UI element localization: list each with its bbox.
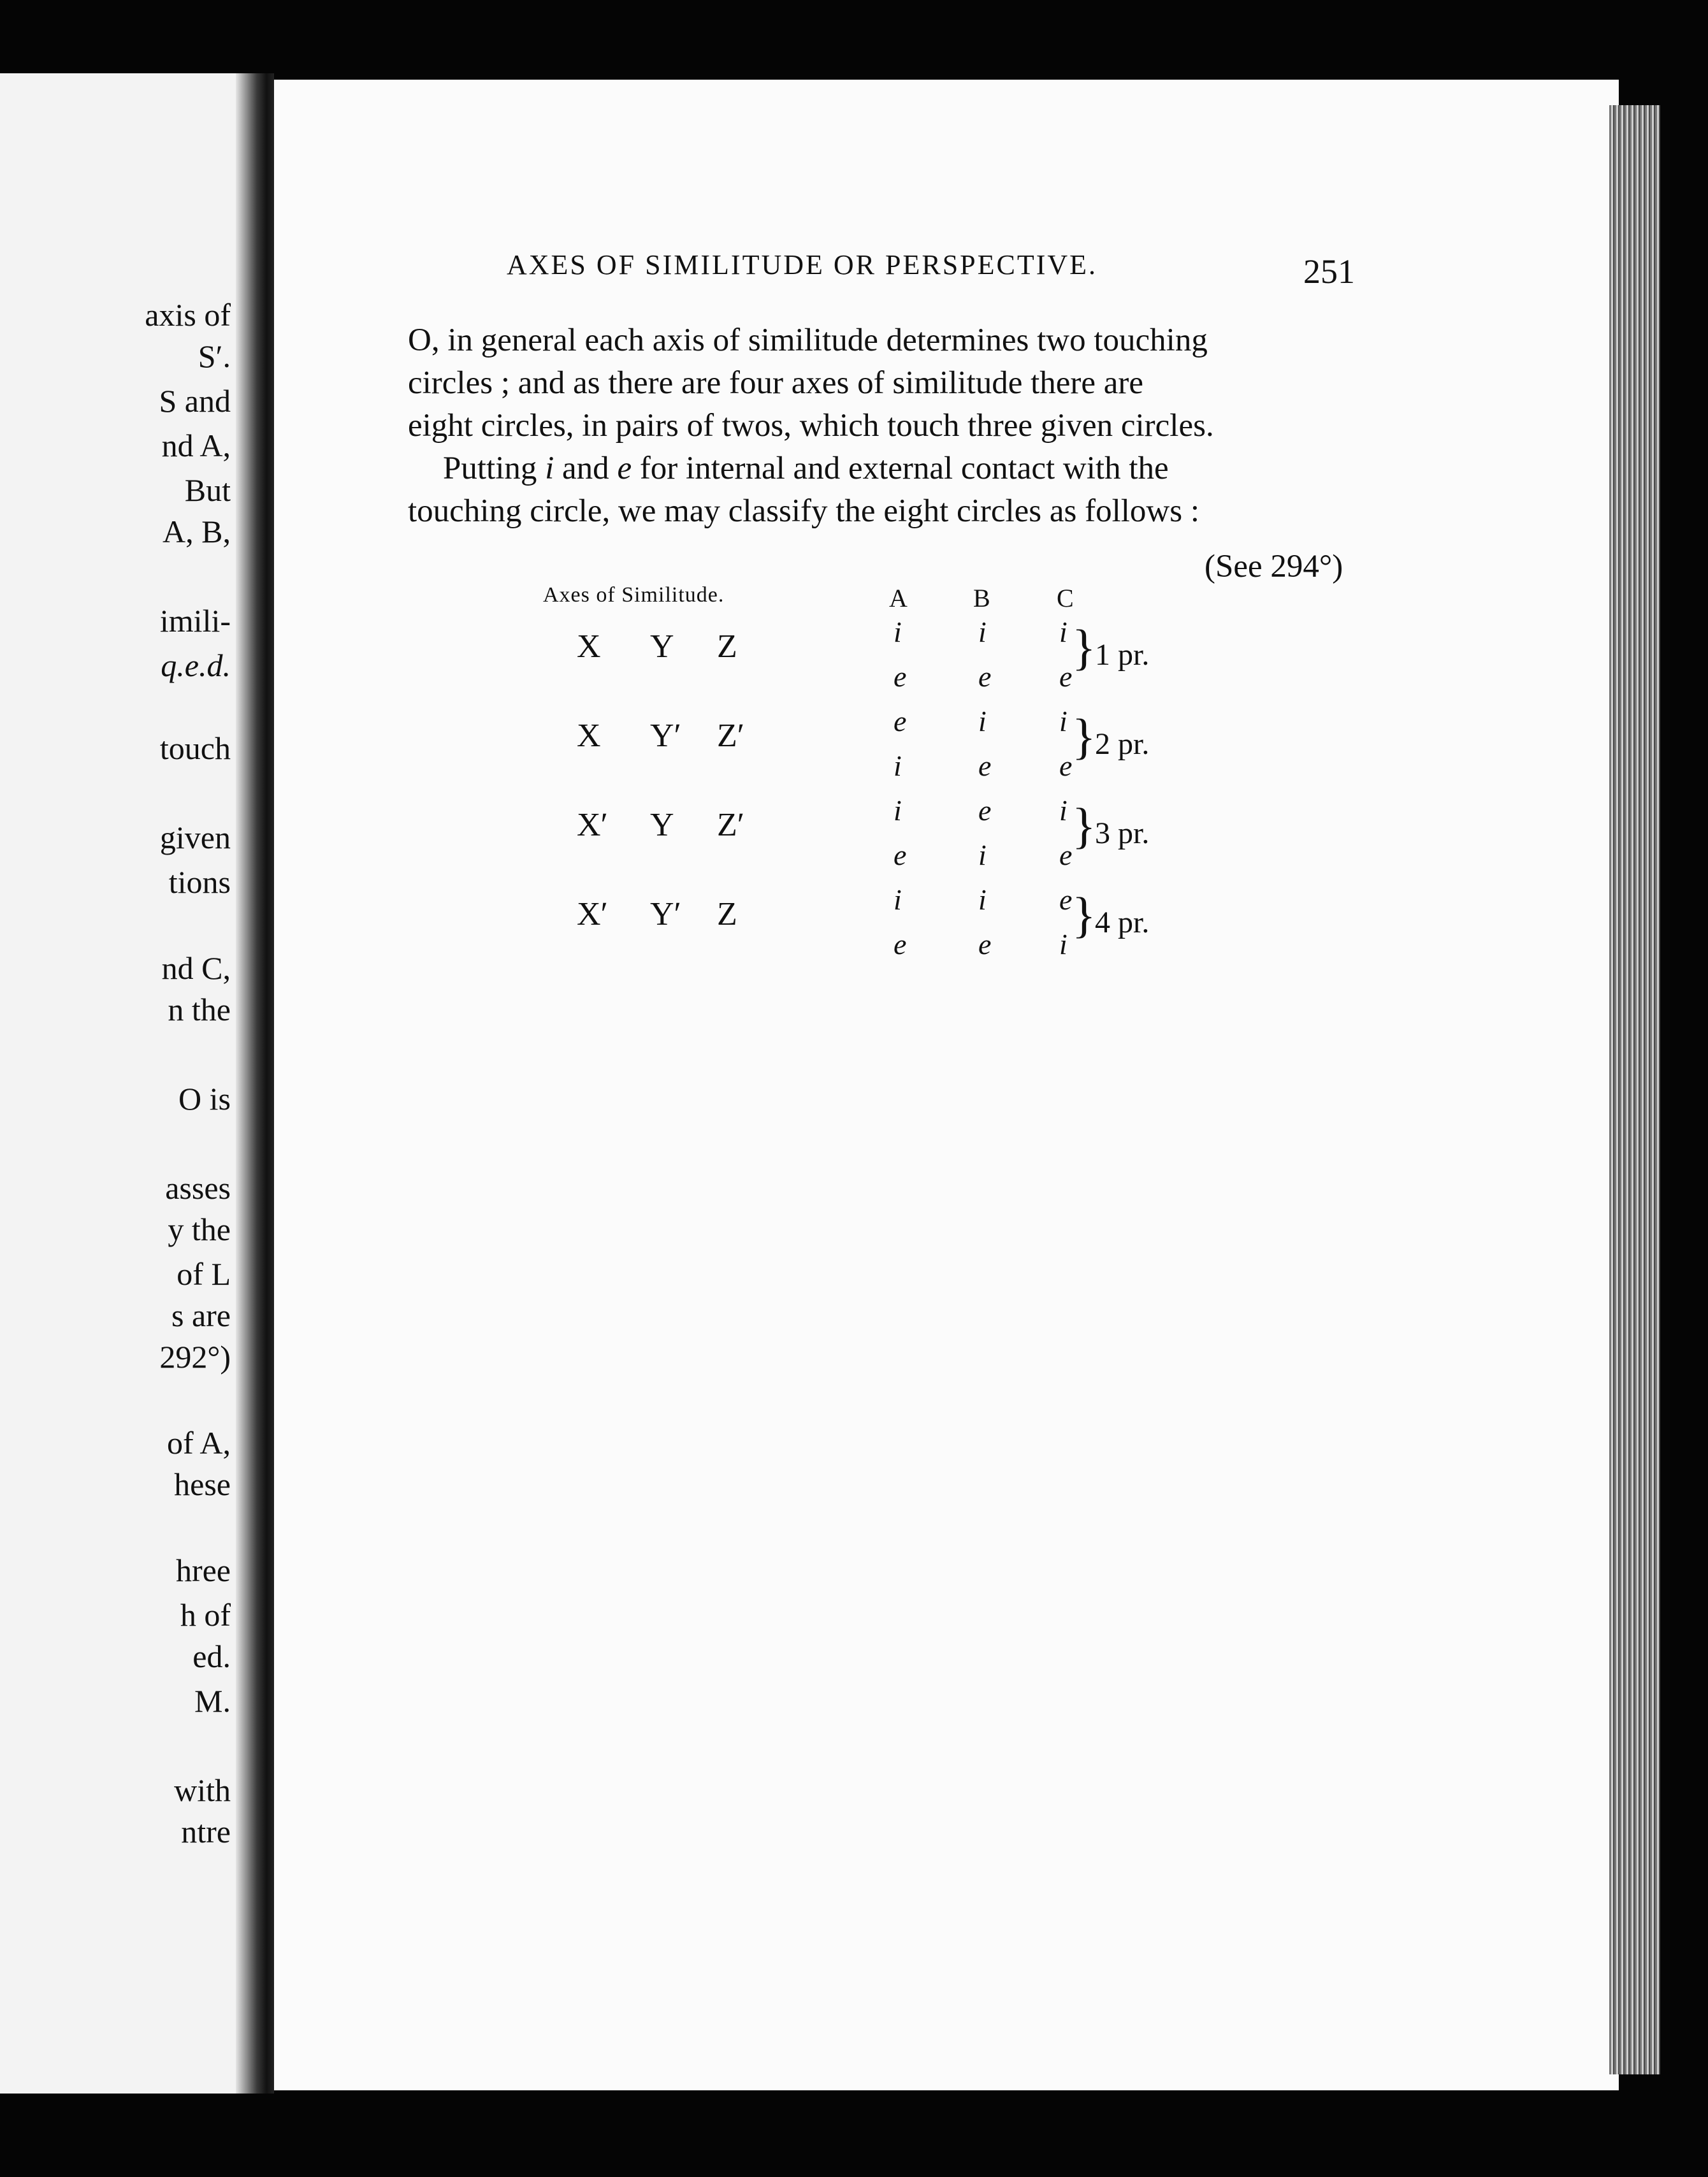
left-page-line: S and bbox=[159, 383, 231, 419]
contact-a: i bbox=[894, 616, 902, 648]
contact-b: i bbox=[978, 883, 987, 916]
contact-symbol: e bbox=[617, 451, 632, 486]
axis-y: Y bbox=[650, 807, 674, 843]
left-page-line: tions bbox=[168, 864, 231, 900]
contact-c: i bbox=[1059, 928, 1068, 960]
left-page-line: of L bbox=[177, 1256, 231, 1292]
contact-a: i bbox=[894, 883, 902, 916]
left-page-line: asses bbox=[165, 1170, 231, 1206]
contact-c: e bbox=[1059, 839, 1073, 871]
contact-c: i bbox=[1059, 794, 1068, 827]
paragraph-line: circles ; and as there are four axes of similitude there are bbox=[408, 365, 1144, 401]
right-brace-icon: } bbox=[1072, 619, 1096, 675]
table-header-axes: Axes of Similitude. bbox=[543, 583, 725, 607]
see-reference: (See 294°) bbox=[1205, 549, 1343, 584]
paragraph-text: Putting bbox=[443, 451, 537, 486]
contact-c: e bbox=[1059, 660, 1073, 693]
axis-z: Z′ bbox=[717, 718, 745, 754]
paragraph-line: O, in general each axis of similitude determines two touching bbox=[408, 322, 1208, 358]
contact-c: e bbox=[1059, 749, 1073, 782]
left-page-line: But bbox=[184, 472, 231, 508]
contact-c: e bbox=[1059, 883, 1073, 916]
table-header-b: B bbox=[973, 584, 990, 612]
axis-x: X′ bbox=[577, 807, 608, 843]
left-page-line: s are bbox=[171, 1298, 231, 1333]
left-page-line: hese bbox=[174, 1466, 231, 1502]
left-page-line: q.e.d. bbox=[161, 647, 231, 683]
left-page-line: given bbox=[159, 820, 231, 855]
left-page-line: h of bbox=[180, 1597, 231, 1633]
pair-label: 1 pr. bbox=[1095, 638, 1150, 672]
paragraph-line bbox=[443, 450, 1169, 487]
contact-b: i bbox=[978, 705, 987, 737]
right-brace-icon: } bbox=[1072, 887, 1096, 943]
left-page-line: nd A, bbox=[161, 428, 231, 463]
pair-label: 3 pr. bbox=[1095, 816, 1150, 850]
axis-x: X bbox=[577, 628, 601, 665]
left-page-line: M. bbox=[194, 1683, 231, 1719]
left-page-line: axis of bbox=[145, 297, 231, 333]
table-header-c: C bbox=[1057, 584, 1074, 612]
pair-label: 2 pr. bbox=[1095, 727, 1150, 761]
left-page-line: n the bbox=[168, 992, 231, 1027]
contact-b: i bbox=[978, 616, 987, 648]
book-gutter bbox=[236, 73, 274, 2094]
left-page-line: of A, bbox=[167, 1425, 231, 1461]
running-title: AXES OF SIMILITUDE OR PERSPECTIVE. bbox=[507, 249, 1098, 280]
contact-a: e bbox=[894, 928, 907, 960]
left-page-line: y the bbox=[168, 1211, 231, 1247]
axis-y: Y′ bbox=[650, 896, 681, 932]
left-page-line: nd C, bbox=[161, 950, 231, 986]
contact-a: i bbox=[894, 749, 902, 782]
left-page-line: ntre bbox=[181, 1814, 231, 1849]
contact-a: e bbox=[894, 660, 907, 693]
left-page-line: with bbox=[174, 1772, 231, 1808]
contact-b: e bbox=[978, 749, 992, 782]
axis-y: Y bbox=[650, 628, 674, 665]
left-page-line: touch bbox=[159, 730, 231, 766]
contact-b: e bbox=[978, 660, 992, 693]
axis-x: X′ bbox=[577, 896, 608, 932]
contact-c: i bbox=[1059, 616, 1068, 648]
contact-b: e bbox=[978, 928, 992, 960]
left-page-line: imili- bbox=[159, 603, 231, 639]
contact-b: i bbox=[978, 839, 987, 871]
contact-b: e bbox=[978, 794, 992, 827]
left-page-line: A, B, bbox=[163, 514, 231, 549]
right-page bbox=[274, 80, 1619, 2090]
paragraph-line: touching circle, we may classify the eight circles as follows : bbox=[408, 493, 1200, 529]
left-page-line: O is bbox=[178, 1081, 231, 1117]
contact-a: e bbox=[894, 839, 907, 871]
left-page-line: 292°) bbox=[159, 1339, 231, 1375]
axis-y: Y′ bbox=[650, 718, 681, 754]
axis-z: Z bbox=[717, 628, 737, 665]
left-page bbox=[0, 73, 236, 2094]
pair-label: 4 pr. bbox=[1095, 906, 1150, 939]
axis-x: X bbox=[577, 718, 601, 754]
contact-a: e bbox=[894, 705, 907, 737]
contact-a: i bbox=[894, 794, 902, 827]
paragraph-line: eight circles, in pairs of twos, which touch three given circles. bbox=[408, 408, 1214, 444]
contact-c: i bbox=[1059, 705, 1068, 737]
table-header-a: A bbox=[889, 584, 908, 612]
left-page-line: ed. bbox=[192, 1638, 231, 1674]
right-brace-icon: } bbox=[1072, 798, 1096, 853]
page-number: 251 bbox=[1303, 252, 1355, 291]
page-edges bbox=[1609, 105, 1660, 2074]
contact-symbol: i bbox=[545, 451, 554, 486]
left-page-line: hree bbox=[175, 1552, 231, 1588]
axis-z: Z bbox=[717, 896, 737, 932]
paragraph-text: and bbox=[562, 451, 609, 486]
left-page-line: S′. bbox=[198, 338, 231, 374]
paragraph-text: for internal and external contact with the bbox=[639, 451, 1169, 486]
right-brace-icon: } bbox=[1072, 709, 1096, 764]
axis-z: Z′ bbox=[717, 807, 745, 843]
